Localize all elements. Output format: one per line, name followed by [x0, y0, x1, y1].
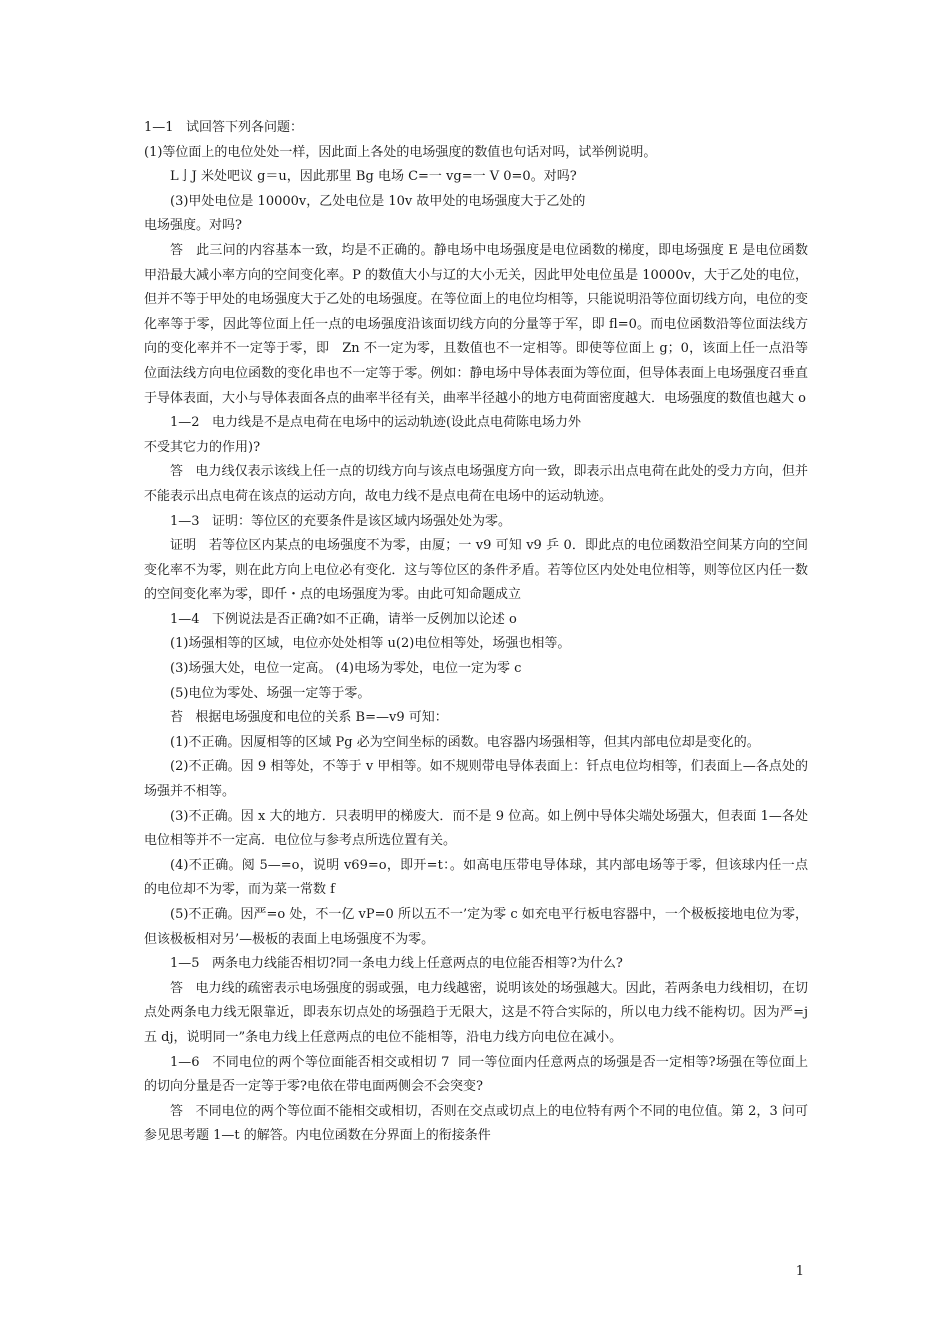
question-1-2-heading: 1—2 电力线是不是点电荷在电场中的运动轨迹(设此点电荷陈电场力外: [170, 415, 582, 431]
proof-paragraph: 证明 若等位区内某点的电场强度不为零，由厦；一 v9 可知 v9 乒 0．即此点的电位函数沿空间某方向的空间变化率不为零，则在此方向上电位必有变化．这与等位区的条件矛盾。若等位区内处处电位相等，则等位区内任一数的空间变化率为零，即仟・点的电场强度为零。由此可知命题成立: [144, 538, 808, 603]
answer-paragraph: 答 电力线仅表示该线上任一点的切线方向与该点电场强度方向一致，即表示出点电荷在此处的受力方向，但并不能表示出点电荷在该点的运动方向，故电力线不是点电荷在电场中的运动轨迹。: [144, 464, 808, 504]
paragraph: 不受其它力的作用)?: [144, 439, 261, 455]
question-1-1-heading: 1—1 试回答下列各问题：: [144, 120, 303, 135]
paragraph: (4)不正确。阅 5—=o，说明 v69=o，即开=t：。如高电压带电导体球，其内部电场等于零，但该球内任一点的电位却不为零，而为菜一常数 f: [144, 857, 808, 898]
paragraph: (1)等位面上的电位处处一样，因此面上各处的电场强度的数值也句话对吗，试举例说明。: [144, 144, 657, 160]
paragraph: 电场强度。对吗?: [144, 218, 242, 234]
question-1-5-heading: 1—5 两条电力线能否相切?同一条电力线上任意两点的电位能否相等?为什么?: [170, 956, 623, 972]
paragraph: (1)不正确。因厦相等的区域 Pg 必为空间坐标的函数。电容器内场强相等，但其内部电位却是变化的。: [170, 734, 760, 750]
paragraph: (5)电位为零处、场强一定等于零。: [170, 685, 371, 701]
page-number: 1: [795, 1264, 804, 1279]
question-1-6-heading: 1—6 不同电位的两个等位面能否相交或相切 7 同一等位面内任意两点的场强是否一定相等?场强在等位面上的切向分量是否一定等于零?电依在带电面两侧会不会突变?: [144, 1054, 808, 1095]
answer-paragraph: 答 不同电位的两个等位面不能相交或相切，否则在交点或切点上的电位特有两个不同的电位值。第 2，3 问可参见思考题 1—t 的解答。内电位函数在分界面上的衔接条件: [144, 1103, 808, 1144]
paragraph: (5)不正确。因严=o 处，不一亿 vP=0 所以五不一’定为零 c 如充电平行板电容器中，一个极板接地电位为零，但该极板相对另’—极板的表面上电场强度不为零。: [144, 907, 808, 947]
paragraph: (3)不正确。因 x 大的地方．只表明甲的梯废大．而不是 9 位高。如上例中导体尖端处场强大，但表面 1—各处电位相等并不一定高．电位位与参考点所选位置有关。: [144, 808, 808, 849]
question-1-4-heading: 1—4 下例说法是否正确?如不正确，请举一反例加以论述 o: [170, 611, 517, 627]
paragraph: (2)不正确。因 9 相等处，不等于 v 甲相等。如不规则带电导体表面上：钎点电位均相等，们表面上—各点处的场强并不相等。: [144, 759, 808, 800]
paragraph: (1)场强相等的区域，电位亦处处相等 u(2)电位相等处，场强也相等。: [170, 636, 571, 652]
paragraph: (3)甲处电位是 10000v，乙处电位是 10v 故甲处的电场强度大于乙处的: [170, 193, 586, 209]
answer-paragraph: 答 电力线的疏密表示电场强度的弱或强，电力线越密，说明该处的场强越大。因此，若两条电力线相切，在切点处两条电力线无限靠近，即表东切点处的场强趋于无限大，这是不符合实际的，所以电力线不能构切。因为严=j 五 dj，说明同一”条电力线上任意两点的电位不能相等，沿电力线方向电位在减小。: [144, 980, 813, 1045]
document-body: [144, 116, 813, 1149]
answer-paragraph: 答 此三问的内容基本一致，均是不正确的。静电场中电场强度是电位函数的梯度，即电场强度 E 是电位函数甲沿最大减小率方向的空间变化率。P 的数值大小与辽的大小无关，因此甲处电位虽是 10000v，大于乙处的电位，但并不等于甲处的电场强度大于乙处的电场强度。在等位面上的电位均相等，只能说明沿等位面切线方向，电位的变化率等于零，因此等位面上任一点的电场强度沿该面切线方向的分量等于军，即 fl=0。而电位函数沿等位面法线方向的变化率并不一定等于零，即 Zn 不一定为零，且数值也不一定相等。即使等位面上 g；0，该面上任一点沿等位面法线方向电位函数的变化串也不一定等于零。例如：静电场中导体表面为等位面，但导体表面上电场强度召垂直于导体表面，大小与导体表面各点的曲率半径有关，曲率半径越小的地方电荷面密度越大．电场强度的数值也越大 o: [144, 242, 808, 406]
answer-paragraph: 苔 根据电场强度和电位的关系 B=—v9 可知：: [170, 710, 448, 726]
question-1-3-heading: 1—3 证明：等位区的充要条件是该区域内场强处处为零。: [170, 513, 511, 529]
paragraph: (3)场强大处，电位一定高。 (4)电场为零处，电位一定为零 c: [170, 661, 522, 677]
paragraph: L亅J 米处吧议 g＝u，因此那里 Bg 电场 C=一 vg=一 V 0=0。对吗?: [170, 169, 577, 185]
